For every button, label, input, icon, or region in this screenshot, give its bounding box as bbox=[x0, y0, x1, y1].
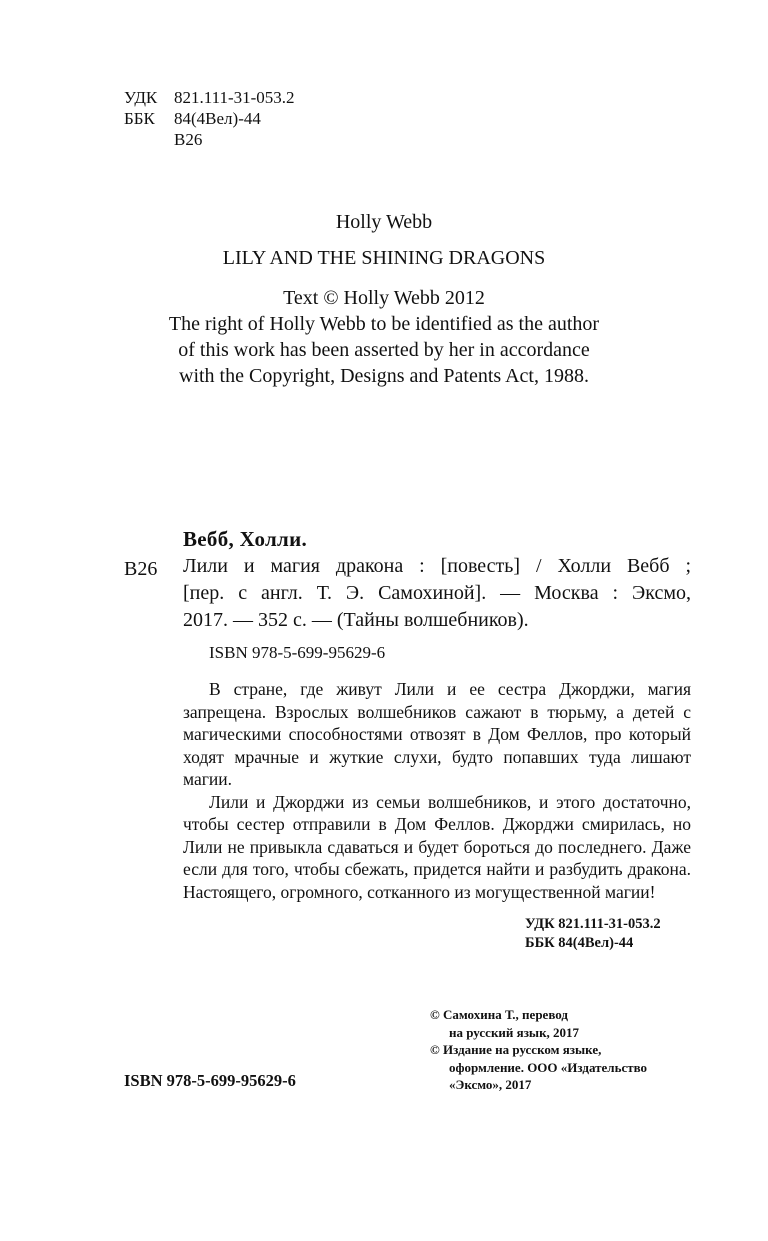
classification-codes bbox=[124, 87, 295, 150]
udk-row bbox=[124, 87, 295, 108]
bbk-value: 84(4Вел)-44 bbox=[174, 109, 261, 128]
rights-line: The right of Holly Webb to be identified as the author bbox=[168, 313, 600, 335]
copyright-edition: © Издание на русском языке, bbox=[430, 1042, 602, 1057]
udk-bold: УДК 821.111-31-053.2 bbox=[525, 916, 661, 932]
rights-line: of this work has been asserted by her in accordance bbox=[178, 339, 590, 361]
rights-line: Text © Holly Webb 2012 bbox=[283, 287, 485, 309]
description-line: 2017. — 352 с. — (Тайны волшебников). bbox=[183, 609, 529, 631]
annotation bbox=[183, 678, 691, 903]
bbk-bold: ББК 84(4Вел)-44 bbox=[525, 935, 634, 951]
description-line: [пер. с англ. Т. Э. Самохиной]. — Москва : Эксмо, bbox=[183, 582, 691, 604]
description-line: Лили и магия дракона : [повесть] / Холли Вебб ; bbox=[183, 555, 691, 577]
annotation-paragraph: Лили и Джорджи из семьи волшебников, и этого достаточно, чтобы сестер отправили в Дом Феллов. Джорджи смирилась, но Лили не привыкла сдаваться и будет бороться до последнего. Даже если для того, чтобы сбежать, придется найти и разбудить дракона. Настоящего, огромного, сотканного из могущественной магии! bbox=[183, 791, 691, 902]
catalog-description bbox=[183, 553, 691, 634]
copyright-translation-cont: на русский язык, 2017 bbox=[449, 1024, 580, 1040]
rights-notice bbox=[0, 285, 768, 389]
copyright-translation: © Самохина Т., перевод bbox=[430, 1007, 568, 1022]
isbn-bottom: ISBN 978-5-699-95629-6 bbox=[124, 1071, 296, 1090]
udk-value: 821.111-31-053.2 bbox=[174, 88, 295, 107]
bbk-label: ББК bbox=[124, 109, 155, 128]
author-code: В26 bbox=[174, 130, 203, 149]
catalog-code: В26 bbox=[124, 558, 158, 580]
original-title: LILY AND THE SHINING DRAGONS bbox=[222, 247, 546, 269]
catalog-isbn: ISBN 978-5-699-95629-6 bbox=[209, 643, 386, 662]
catalog-heading: Вебб, Холли. bbox=[183, 527, 308, 551]
bbk-row bbox=[124, 108, 295, 129]
annotation-paragraph: В стране, где живут Лили и ее сестра Джорджи, магия запрещена. Взрослых волшебников сажают в тюрьму, а детей с магическими способностями отвозят в Дом Феллов, про который ходят мрачные и жуткие слухи, будто попавших туда лишают магии. bbox=[183, 679, 691, 789]
udk-label: УДК bbox=[124, 88, 158, 107]
copyright-edition-cont: «Эксмо», 2017 bbox=[449, 1077, 532, 1092]
copyright-edition-cont: оформление. ООО «Издательство bbox=[449, 1059, 648, 1075]
copyright-notice bbox=[430, 1006, 730, 1094]
classification-codes-bold bbox=[525, 915, 661, 953]
original-author: Holly Webb bbox=[335, 211, 433, 233]
rights-line: with the Copyright, Designs and Patents Act, 1988. bbox=[179, 365, 589, 387]
